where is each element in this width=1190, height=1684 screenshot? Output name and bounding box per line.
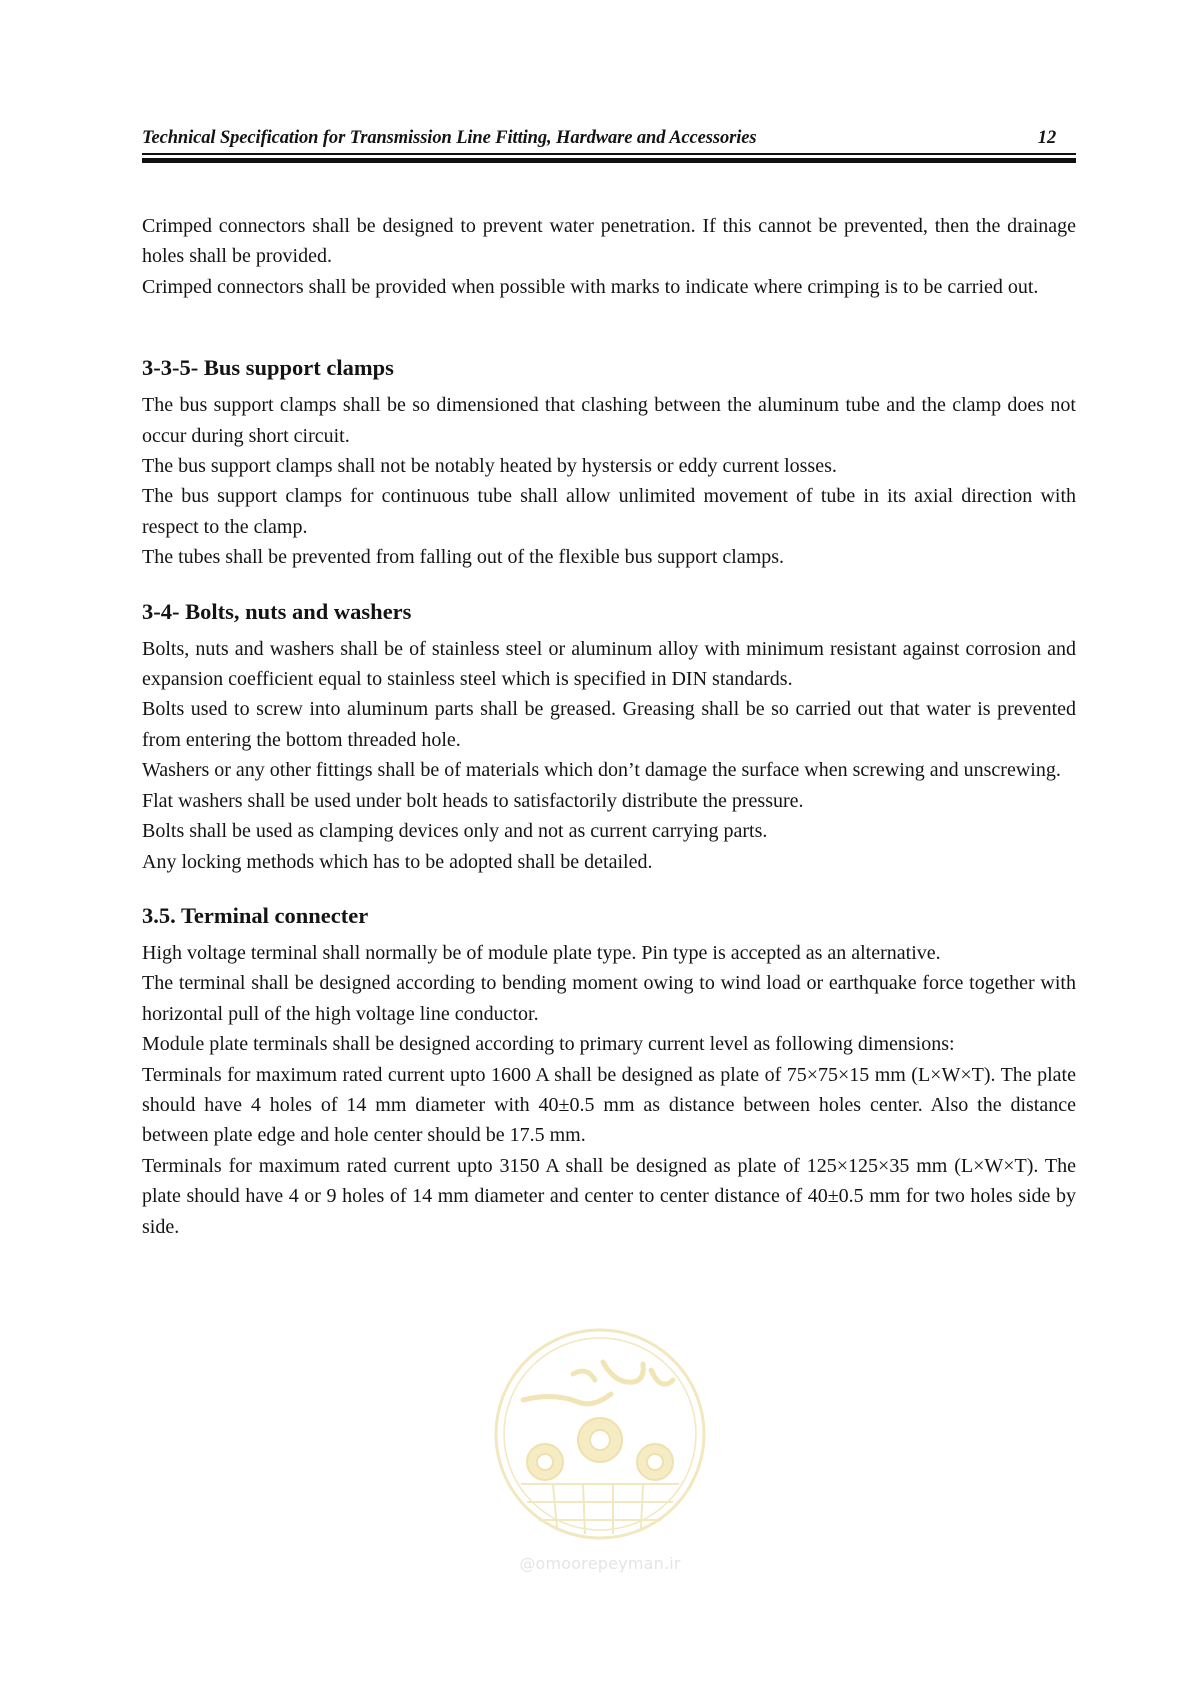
- section-bus-support-clamps: [142, 354, 1076, 572]
- paragraph: The bus support clamps for continuous tube shall allow unlimited movement of tube in its axial direction with respect to the clamp.: [142, 485, 1076, 538]
- header-rule-thick: [142, 158, 1076, 163]
- paragraph: Washers or any other fittings shall be of materials which don’t damage the surface when screwing and unscrewing.: [142, 759, 1061, 782]
- paragraph: The bus support clamps shall not be notably heated by hystersis or eddy current losses.: [142, 455, 837, 478]
- paragraph: Crimped connectors shall be provided when possible with marks to indicate where crimping is to be carried out.: [142, 275, 1039, 298]
- section-heading: 3-3-5- Bus support clamps: [142, 355, 394, 381]
- watermark-logo: [483, 1322, 717, 1584]
- paragraph: Bolts, nuts and washers shall be of stainless steel or aluminum alloy with minimum resistant against corrosion and expansion coefficient equal to stainless steel which is specified in DIN standards.: [142, 637, 1076, 691]
- paragraph: Bolts used to screw into aluminum parts shall be greased. Greasing shall be so carried out that water is prevented from entering the bottom threaded hole.: [142, 698, 1076, 751]
- paragraph: Any locking methods which has to be adopted shall be detailed.: [142, 850, 653, 873]
- page-body: [142, 211, 1076, 1242]
- section-terminal-connecter: [142, 902, 1076, 1242]
- page-number: 12: [1037, 128, 1057, 148]
- paragraph: Crimped connectors shall be designed to prevent water penetration. If this cannot be prevented, then the drainage holes shall be provided.: [142, 215, 1076, 268]
- section-heading: 3-4- Bolts, nuts and washers: [142, 598, 412, 624]
- document-title: Technical Specification for Transmission Line Fitting, Hardware and Accessories: [142, 128, 757, 148]
- section-heading: 3.5. Terminal connecter: [142, 902, 369, 928]
- section-bolts-nuts-washers: [142, 598, 1076, 877]
- page-header: [142, 126, 1076, 166]
- paragraph: The terminal shall be designed according to bending moment owing to wind load or earthquake force together with horizontal pull of the high voltage line conductor.: [142, 972, 1076, 1025]
- paragraph: Module plate terminals shall be designed according to primary current level as following dimensions:: [142, 1033, 955, 1056]
- header-rule-thin: [142, 153, 1076, 155]
- paragraph: High voltage terminal shall normally be of module plate type. Pin type is accepted as an alternative.: [142, 941, 941, 964]
- paragraph: The tubes shall be prevented from falling out of the flexible bus support clamps.: [142, 546, 785, 569]
- paragraph: Flat washers shall be used under bolt heads to satisfactorily distribute the pressure.: [142, 789, 804, 812]
- paragraph: Terminals for maximum rated current upto 1600 A shall be designed as plate of 75×75×15 mm (L×W×T). The plate should have 4 holes of 14 mm diameter with 40±0.5 mm as distance between holes center. Also the distance between plate edge and hole center should be 17.5 mm.: [142, 1063, 1076, 1147]
- paragraph: Terminals for maximum rated current upto 3150 A shall be designed as plate of 125×125×35 mm (L×W×T). The plate should have 4 or 9 holes of 14 mm diameter and center to center distance of 40±0.5 mm for two holes side by side.: [142, 1154, 1076, 1238]
- paragraph: The bus support clamps shall be so dimensioned that clashing between the aluminum tube and the clamp does not occur during short circuit.: [142, 394, 1076, 447]
- watermark-url: @omoorepeyman.ir: [519, 1554, 681, 1573]
- watermark-emblem-icon: [483, 1322, 717, 1552]
- paragraph: Bolts shall be used as clamping devices only and not as current carrying parts.: [142, 820, 768, 843]
